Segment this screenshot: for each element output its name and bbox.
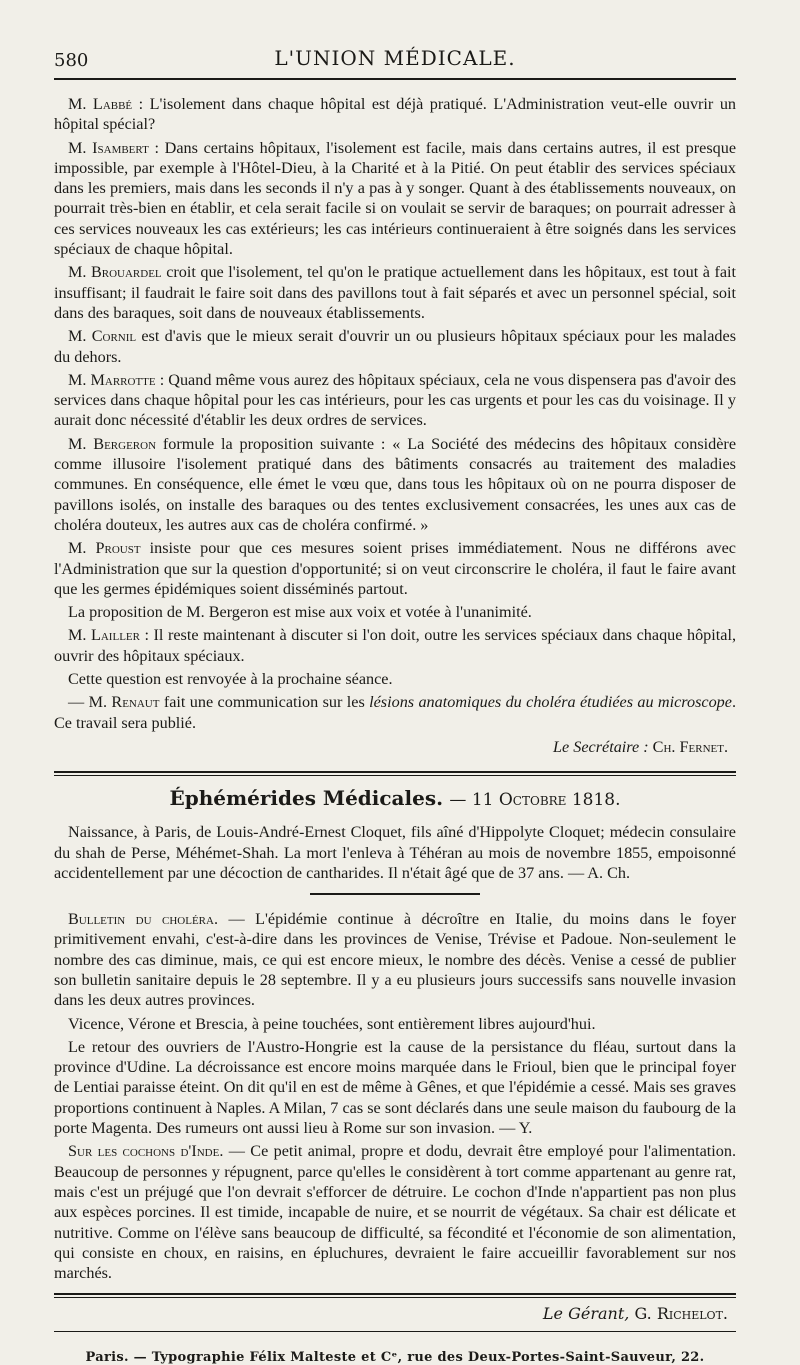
speaker-name: Renaut [111,693,160,712]
ephemerides-section [54,822,736,883]
section-rule [54,771,736,776]
cholera-paragraph: Le retour des ouvriers de l'Austro-Hongrie est la cause de la persistance du fléau, surtout dans la province d'Udine. La décroissance est encore moins marquée dans le Frioul, bien que le principal foyer de Lentiai paraisse éteint. On dit qu'il en est de même à Gênes, et que l'épidémie a cessé. Mais ses graves proportions continuent à Naples. A Milan, 7 cas se sont déclarés dans une seule maison du faubourg de la porte Magenta. Des rumeurs ont aussi lieu à Rome sur son invasion. — Y. [54,1037,736,1138]
renaut-paragraph: — M. Renaut fait une communication sur les lésions anatomiques du choléra étudiées au microscope. Ce travail sera publié. [54,693,736,732]
discussion-paragraph: Cette question est renvoyée à la prochaine séance. [68,670,393,689]
discussion-paragraph: M. Isambert : Dans certains hôpitaux, l'isolement est facile, mais dans certains autres, il est presque impossible, par exemple à l'Hôtel-Dieu, à la Charité et à la Pitié. On peut établir des services spéciaux dans les premiers, mais dans les seconds il n'y a pas à y songer. Quant à des établissements nouveaux, on pourrait très-bien en établir, et cela serait facile si on voulait se servir de baraques; on pourrait adresser à ces services nouveaux les cas extérieurs; les cas intérieurs continueraient à être soignés dans les services spéciaux de chaque hôpital. [54,138,737,259]
discussion-section [54,94,736,757]
header-rule [54,78,736,80]
cholera-paragraph: Bulletin du choléra. — L'épidémie continue à décroître en Italie, du moins dans le foyer primitivement envahi, c'est-à-dire dans les provinces de Venise, Trévise et Padoue. Non-seulement le nombre des cas diminue, mais, ce qui est encore mieux, le nombre des décès. Venise a cessé de publier son bulletin sanitaire depuis le 28 septembre. Il y a eu plusieurs jours successifs sans nouvelle invasion dans les deux autres provinces. [54,910,736,1010]
ephemerides-title: Éphémérides Médicales. [169,786,444,811]
page-number: 580 [54,50,89,71]
gerant-signature: Le Gérant, G. Richelot. [542,1304,728,1324]
speaker-name: M. Bergeron [68,434,157,453]
communication-title: lésions anatomiques du choléra étudiées au microscope [369,693,732,712]
section-divider [310,893,480,895]
page-header [54,42,736,78]
printer-imprint: Paris. — Typographie Félix Malteste et Cᵉ, rue des Deux-Portes-Saint-Sauveur, 22. [85,1350,705,1365]
discussion-paragraph: M. Labbé : L'isolement dans chaque hôpital est déjà pratiqué. L'Administration veut-elle ouvrir un hôpital spécial? [54,95,737,134]
discussion-paragraph: M. Cornil est d'avis que le mieux serait d'ouvrir un ou plusieurs hôpitaux spéciaux pour les malades du dehors. [54,327,736,366]
speaker-name: M. Isambert [68,138,149,157]
speaker-name: M. Proust [68,539,141,558]
ephemerides-text: Naissance, à Paris, de Louis-André-Ernest Cloquet, fils aîné d'Hippolyte Cloquet; médecin consulaire du shah de Perse, Méhémet-Shah. La mort l'enleva à Téhéran au mois de novembre 1855, empoisonné accidentellement par une décoction de cantharides. Il n'était âgé que de 37 ans. — A. Ch. [54,823,736,882]
speaker-name: M. Cornil [68,327,137,346]
imprint-rule [54,1331,736,1332]
discussion-paragraph: La proposition de M. Bergeron est mise aux voix et votée à l'unanimité. [68,603,532,622]
cochons-heading: Sur les cochons d'Inde. [68,1142,224,1161]
footer-rule [54,1293,736,1298]
ephemerides-date: — 11 Octobre 1818. [449,790,621,811]
cholera-section [54,909,736,1283]
cochons-paragraph: Sur les cochons d'Inde. — Ce petit animal, propre et dodu, devrait être employé pour l'alimentation. Beaucoup de personnes y répugnent, parce qu'elles le considèrent à tort comme appartenant au genre rat, mais c'est un préjugé que l'on devrait s'efforcer de détruire. Le cochon d'Inde n'appartient pas non plus aux espèces porcines. Il est timide, incapable de nuire, et se nourrit de végétaux. Sa chair est délicate et nutritive. Comme on l'élève sans beaucoup de difficulté, sa fécondité et l'économie de son alimentation, qui consiste en choux, en raisins, en épluchures, devraient le faire accueillir favorablement sur nos marchés. [54,1142,737,1283]
discussion-paragraph: M. Proust insiste pour que ces mesures soient prises immédiatement. Nous ne différons avec l'Administration que sur la question d'opportunité; si on veut circonscrire le choléra, il faut le faire avant que les germes épidémiques soient disséminés partout. [54,539,736,598]
speaker-name: M. Brouardel [68,263,162,282]
discussion-paragraph: M. Bergeron formule la proposition suivante : « La Société des médecins des hôpitaux considère comme illusoire l'isolement pratiqué dans des bâtiments consacrés au traitement des maladies communes. En conséquence, elle émet le vœu que, dans tous les hôpitaux où on ne pourra disposer de pavillons isolés, on installe des baraques ou des tentes exclusivement consacrées, les unes aux cas de choléra douteux, les autres aux cas de choléra confirmé. » [54,434,737,534]
secretary-signature: Le Secrétaire : Ch. Fernet. [553,737,728,756]
cholera-paragraph: Vicence, Vérone et Brescia, à peine touchées, sont entièrement libres aujourd'hui. [68,1014,596,1033]
discussion-paragraph: M. Marrotte : Quand même vous aurez des hôpitaux spéciaux, cela ne vous dispensera pas d'avoir des services dans chaque hôpital pour les cas intérieurs, pour les cas urgents et pour les cas du voisinage. Il y aurait donc nécessité d'établir les deux ordres de services. [54,370,736,430]
discussion-paragraph: M. Brouardel croit que l'isolement, tel qu'on le pratique actuellement dans les hôpitaux, est tout à fait insuffisant; il faudrait le faire soit dans des pavillons tout à fait séparés et avec un personnel spécial, soit dans des baraques, soit dans de nouveaux établissements. [54,263,737,322]
speaker-name: M. Labbé [68,95,133,113]
speaker-name: M. Marrotte [68,370,156,389]
cholera-heading: Bulletin du choléra. [68,910,218,929]
discussion-paragraph: M. Lailler : Il reste maintenant à discuter si l'on doit, outre les services spéciaux dans chaque hôpital, ouvrir des hôpitaux spéciaux. [54,626,736,665]
speaker-name: M. Lailler [68,626,140,645]
ephemerides-heading [54,786,736,810]
journal-title: L'UNION MÉDICALE. [274,46,516,70]
